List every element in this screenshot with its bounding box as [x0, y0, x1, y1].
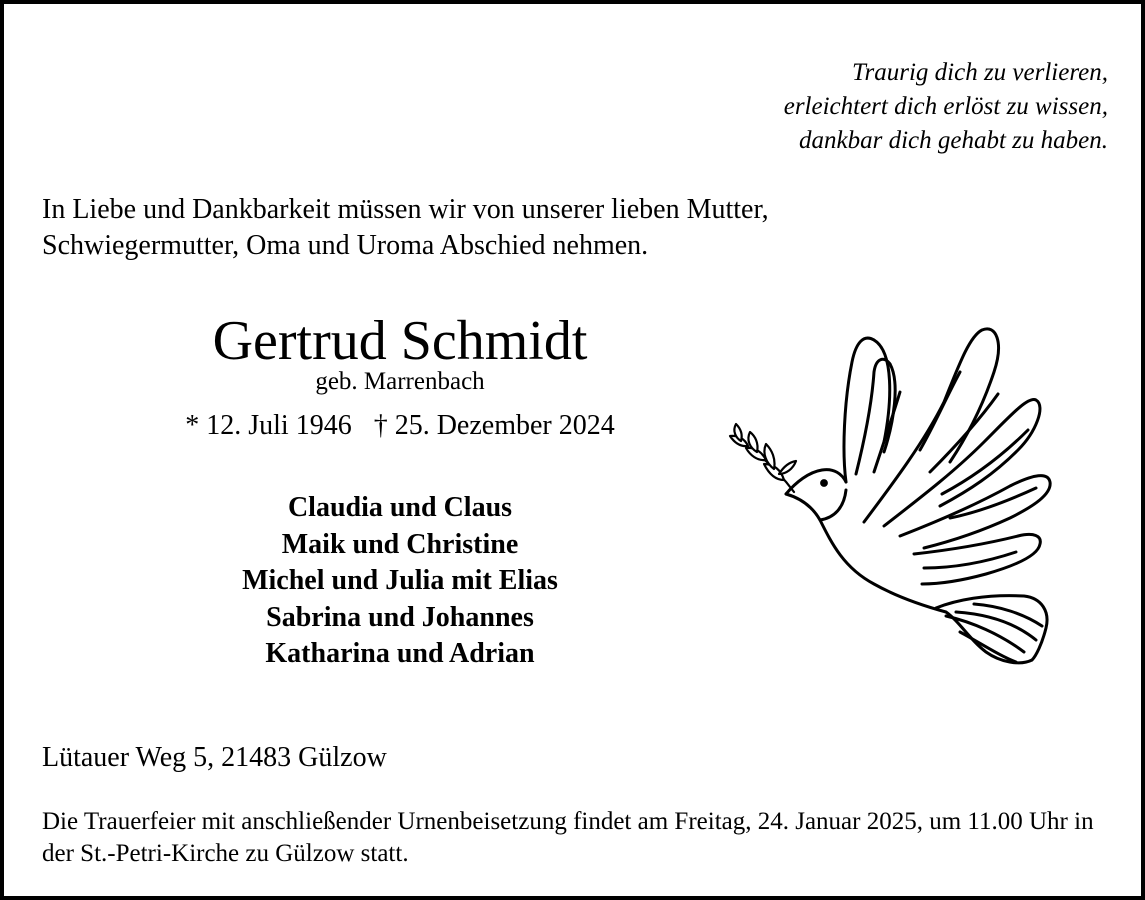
- deceased-name: Gertrud Schmidt: [212, 310, 588, 372]
- intro-line: Schwiegermutter, Oma und Uroma Abschied nehmen.: [42, 230, 649, 261]
- dove-icon: [724, 322, 1064, 672]
- death-date: † 25. Dezember 2024: [373, 410, 615, 441]
- intro-text: [42, 192, 769, 264]
- family-member: Sabrina und Johannes: [266, 601, 534, 633]
- olive-branch-icon: [730, 424, 796, 492]
- family-member: Katharina und Adrian: [265, 638, 535, 669]
- family-member: Michel und Julia mit Elias: [242, 565, 558, 596]
- poem-line: Traurig dich zu verlieren,: [851, 59, 1108, 86]
- birth-name: geb. Marrenbach: [315, 368, 485, 395]
- family-member: Claudia und Claus: [287, 492, 513, 523]
- life-dates: [42, 408, 758, 444]
- poem: [784, 56, 1108, 158]
- birth-date: * 12. Juli 1946: [185, 410, 352, 441]
- poem-line: erleichtert dich erlöst zu wissen,: [783, 93, 1108, 120]
- family-list: [42, 490, 758, 673]
- poem-line: dankbar dich gehabt zu haben.: [799, 127, 1108, 154]
- family-member: Maik und Christine: [281, 528, 519, 560]
- address: Lütauer Weg 5, 21483 Gülzow: [42, 742, 387, 773]
- funeral-notice: Die Trauerfeier mit anschließender Urnenbeisetzung findet am Freitag, 24. Januar 2025, um 11.00 Uhr in der St.-Petri-Kirche zu Gülzow statt.: [42, 808, 1094, 867]
- intro-line: In Liebe und Dankbarkeit müssen wir von unserer lieben Mutter,: [42, 194, 769, 225]
